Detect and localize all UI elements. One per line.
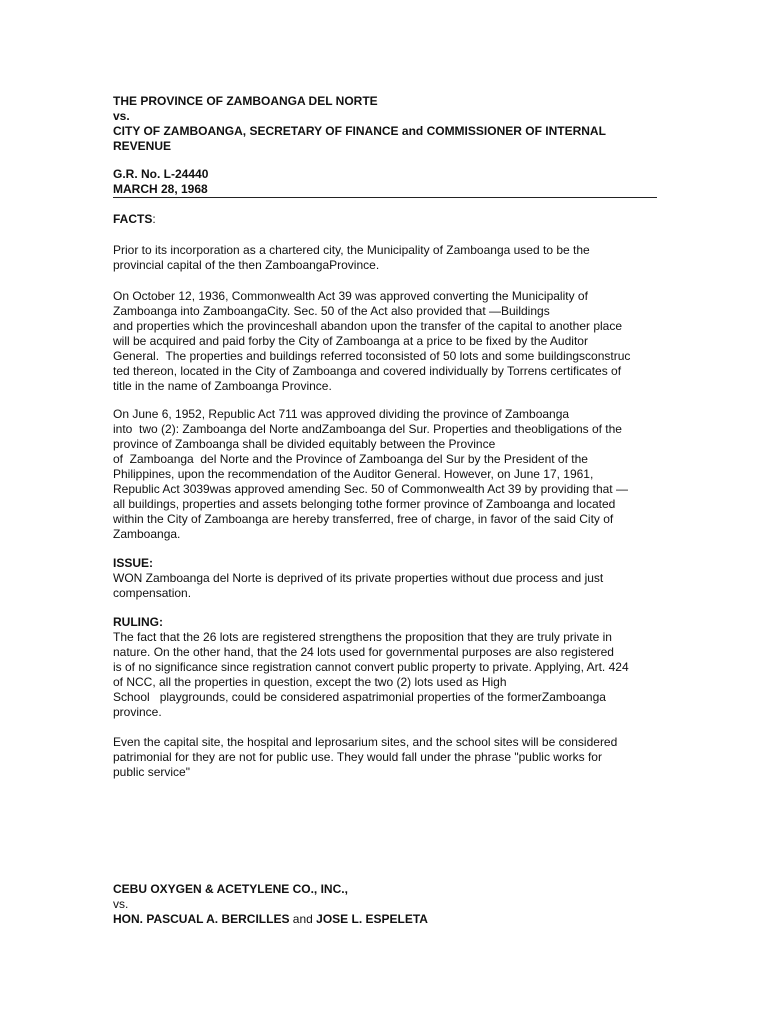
case-title-line: THE PROVINCE OF ZAMBOANGA DEL NORTE — [113, 94, 378, 108]
paragraph-line: nature. On the other hand, that the 24 lots used for governmental purposes are also registered — [113, 645, 614, 659]
gr-number: G.R. No. L-24440 — [113, 167, 209, 181]
paragraph-line: of Zamboanga del Norte and the Province of Zamboanga del Sur by the President of the — [113, 452, 588, 466]
paragraph-line: The fact that the 26 lots are registered strengthens the proposition that they are truly private in — [113, 630, 612, 644]
paragraph-line: Republic Act 3039was approved amending Sec. 50 of Commonwealth Act 39 by providing that — — [113, 482, 628, 496]
paragraph-line: province of Zamboanga shall be divided equitably between the Province — [113, 437, 496, 451]
ruling-paragraph — [113, 735, 658, 780]
paragraph-line: within the City of Zamboanga are hereby transferred, free of charge, in favor of the said City of — [113, 512, 614, 526]
paragraph-line: and properties which the provinceshall abandon upon the transfer of the capital to another place — [113, 319, 623, 333]
header-divider — [113, 197, 657, 198]
paragraph-line: public service" — [113, 765, 190, 779]
issue-heading: ISSUE: — [113, 556, 154, 570]
case-title — [113, 94, 658, 154]
paragraph-line: of NCC, all the properties in question, except the two (2) lots used as High — [113, 675, 507, 689]
paragraph-line: is of no significance since registration cannot convert public property to private. Applying, Art. 424 — [113, 660, 629, 674]
paragraph-line: province. — [113, 705, 162, 719]
paragraph-line: ted thereon, located in the City of Zamboanga and covered individually by Torrens certificates of — [113, 364, 622, 378]
paragraph-line: provincial capital of the then ZamboangaProvince. — [113, 258, 380, 272]
second-case-title — [113, 882, 658, 927]
facts-paragraph — [113, 407, 658, 542]
case-citation — [113, 167, 658, 197]
facts-paragraph — [113, 243, 658, 273]
paragraph-line: into two (2): Zamboanga del Norte andZamboanga del Sur. Properties and theobligations of the — [113, 422, 622, 436]
issue-section — [113, 556, 658, 601]
ruling-section — [113, 615, 658, 720]
paragraph-line: all buildings, properties and assets belonging tothe former province of Zamboanga and located — [113, 497, 616, 511]
paragraph-line: Philippines, upon the recommendation of the Auditor General. However, on June 17, 1961, — [113, 467, 594, 481]
paragraph-line: Prior to its incorporation as a chartered city, the Municipality of Zamboanga used to be the — [113, 243, 590, 257]
paragraph-line: On June 6, 1952, Republic Act 711 was approved dividing the province of Zamboanga — [113, 407, 570, 421]
paragraph-line: will be acquired and paid forby the City of Zamboanga at a price to be fixed by the Auditor — [113, 334, 588, 348]
facts-heading-colon: : — [152, 212, 156, 226]
paragraph-line: Even the capital site, the hospital and leprosarium sites, and the school sites will be considered — [113, 735, 618, 749]
facts-paragraph — [113, 289, 658, 394]
versus-label: vs. — [113, 897, 129, 911]
case-title-line: vs. — [113, 109, 130, 123]
facts-heading-label: FACTS — [113, 212, 153, 226]
paragraph-line: WON Zamboanga del Norte is deprived of its private properties without due process and just — [113, 571, 604, 585]
respondent-name: HON. PASCUAL A. BERCILLES — [113, 912, 290, 926]
decision-date: MARCH 28, 1968 — [113, 182, 208, 196]
petitioner-name: CEBU OXYGEN & ACETYLENE CO., INC., — [113, 882, 348, 896]
paragraph-line: School playgrounds, could be considered aspatrimonial properties of the formerZamboanga — [113, 690, 606, 704]
paragraph-line: Zamboanga into ZamboangaCity. Sec. 50 of the Act also provided that —Buildings — [113, 304, 550, 318]
paragraph-line: Zamboanga. — [113, 527, 181, 541]
facts-heading — [113, 212, 658, 227]
respondent-connector: and — [289, 912, 317, 926]
respondent-name: JOSE L. ESPELETA — [316, 912, 428, 926]
paragraph-line: title in the name of Zamboanga Province. — [113, 379, 332, 393]
case-title-line: CITY OF ZAMBOANGA, SECRETARY OF FINANCE and COMMISSIONER OF INTERNAL — [113, 124, 606, 138]
paragraph-line: On October 12, 1936, Commonwealth Act 39 was approved converting the Municipality of — [113, 289, 588, 303]
paragraph-line: compensation. — [113, 586, 192, 600]
paragraph-line: General. The properties and buildings referred toconsisted of 50 lots and some buildingsconstruc — [113, 349, 631, 363]
ruling-heading: RULING: — [113, 615, 163, 629]
case-title-line: REVENUE — [113, 139, 172, 153]
paragraph-line: patrimonial for they are not for public use. They would fall under the phrase "public works for — [113, 750, 602, 764]
